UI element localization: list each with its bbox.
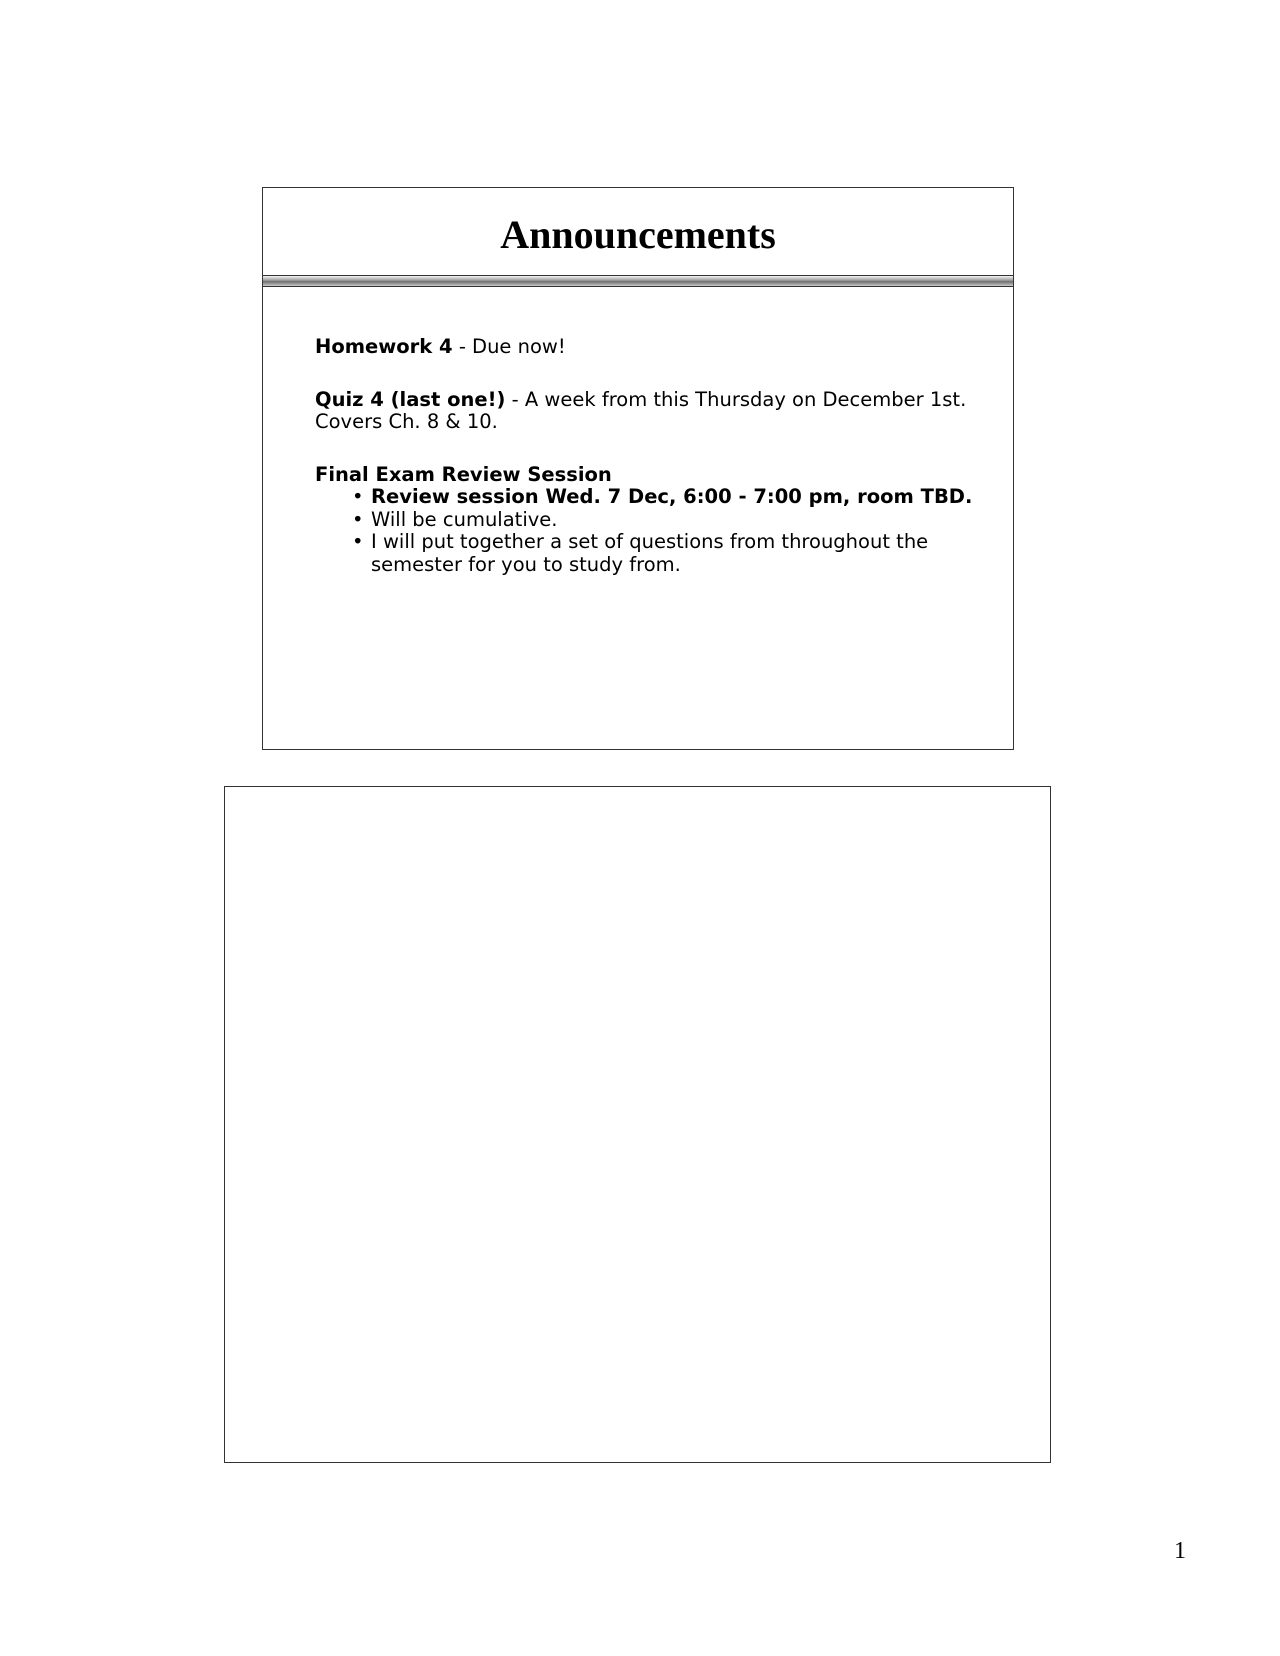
spacer bbox=[315, 359, 975, 389]
homework-text: - Due now! bbox=[452, 335, 566, 358]
quiz-text-line2: Covers Ch. 8 & 10. bbox=[315, 410, 498, 433]
final-heading-label: Final Exam Review Session bbox=[315, 462, 612, 486]
title-rule bbox=[263, 275, 1013, 287]
slide bbox=[262, 187, 1014, 750]
slide-title: Announcements bbox=[500, 212, 776, 257]
quiz-text: - A week from this Thursday on December 1st. bbox=[505, 387, 967, 411]
quiz-label: Quiz 4 (last one!) bbox=[315, 387, 506, 411]
homework-label: Homework 4 bbox=[315, 335, 453, 358]
final-bullet-text: Will be cumulative. bbox=[371, 507, 558, 531]
spacer bbox=[315, 434, 975, 464]
final-bullet-questions bbox=[352, 531, 975, 576]
slide-body bbox=[315, 336, 975, 576]
page-number: 1 bbox=[1174, 1538, 1186, 1564]
quiz-item bbox=[315, 389, 975, 434]
final-bullet-review-session bbox=[352, 486, 975, 509]
final-heading bbox=[315, 464, 975, 487]
final-bullet-list bbox=[315, 486, 975, 576]
final-bullet-cumulative bbox=[352, 509, 975, 532]
notes-box bbox=[224, 786, 1051, 1463]
homework-item bbox=[315, 336, 975, 359]
final-bullet-text: Review session Wed. 7 Dec, 6:00 - 7:00 pm, room TBD. bbox=[371, 485, 973, 508]
final-bullet-text: I will put together a set of questions from throughout the semester for you to study from. bbox=[371, 530, 929, 576]
